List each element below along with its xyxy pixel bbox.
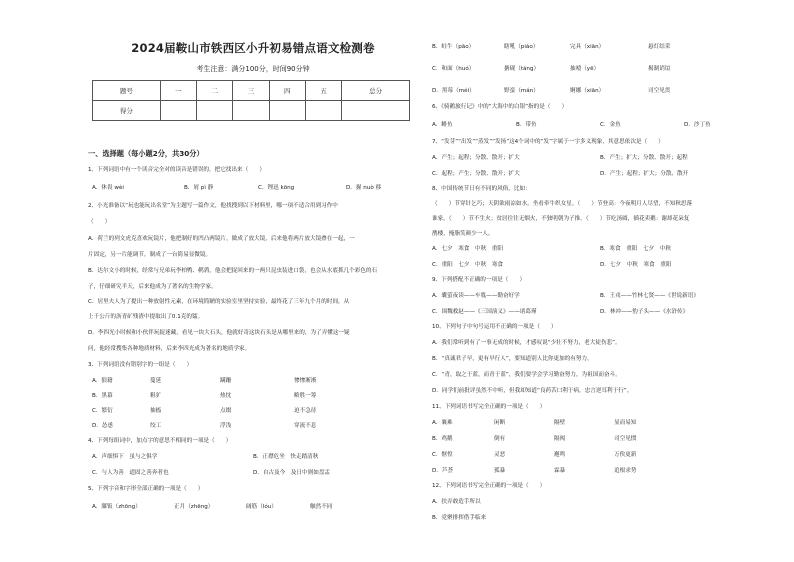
option: B．“真诚君子早，更有早行人”，要知道别人比你更加的有努力。 <box>432 356 593 362</box>
question-2-line: 问，他经常搜集各种地质材料，后来李四光成为著名的地质学家。 <box>88 346 251 352</box>
score-cell: 二 <box>197 81 233 101</box>
score-blank <box>197 101 233 121</box>
option: C．“青，取之于蓝，而青于蓝”，我们要学会学习勤奋努力，为祖国而奋斗。 <box>432 372 621 378</box>
option-word: 正月（zhēng） <box>174 504 214 510</box>
score-cell: 一 <box>160 81 196 101</box>
option: B．寒食 重阳 七夕 中秋 <box>600 246 671 252</box>
question-5: 5、下列字音和字形全部正确的一项是（ ） <box>88 486 204 492</box>
option: A．休畏 wèi <box>92 185 124 191</box>
option: D．林冲——豹子头——《水浒传》 <box>600 309 689 315</box>
option-word: 司空见贯 <box>648 88 671 94</box>
question-11: 11、下列词语书写完全正确的一项是（ ） <box>432 404 546 410</box>
option-word: 触然不同 <box>310 504 333 510</box>
option: A．七夕 寒食 中秋 重阳 <box>432 246 503 252</box>
option-word: 追根求势 <box>614 468 637 474</box>
question-2-line: C．居里夫人为了提出一种放射性元素，在环境简陋的实验室里坚持实验，最终花了三年九个月的时间，从 <box>88 299 350 305</box>
option-word: 万俟更新 <box>614 452 637 458</box>
right-column <box>432 0 762 562</box>
option-word: 瞎吼（piáo） <box>504 44 539 50</box>
question-2-line: 上千公斤的沥青矿残渣中提取出了0.1克的镭。 <box>88 314 204 320</box>
option-word: 孤暴 <box>494 468 506 474</box>
option-word: 司空见惯 <box>614 436 637 442</box>
question-4: 4、下列每组词中，加点字的意思不相同的一项是（ ） <box>88 438 232 444</box>
option: A．鲱鱼 <box>432 122 453 128</box>
exam-notice: 考生注意：满分100分，时间90分钟 <box>196 65 310 73</box>
option: B．蛀牛（pāo） <box>432 44 475 50</box>
option-word: 悬灯结采 <box>648 44 671 50</box>
option: D．同学们前批评虽然不中听，但我却知道“良药苦口利于病，忠言逆耳利于行”。 <box>432 388 633 394</box>
option: D．沙丁鱼 <box>684 122 711 128</box>
option: A．声细惧下 虽与之俱学 <box>92 454 158 460</box>
question-3: 3、下列词语没有错别字的一组是（ ） <box>88 362 193 368</box>
question-12: 12、下列词语书写完全正确的一项是（ ） <box>432 483 546 489</box>
option-word: 浮浅 <box>220 423 232 429</box>
option: D．黑莓（méi） <box>432 88 475 94</box>
question-2: 2、小光准备以“玩也能玩出名堂”为主题写一篇作文，他找搜到以下材料里，哪一项不适合用到习作中 <box>88 203 338 209</box>
option: C．金鱼 <box>600 122 621 128</box>
option-word: 野蛮（mán） <box>504 88 539 94</box>
section-heading: 一、选择题（每小题2分，共30分） <box>88 149 204 158</box>
option: A．扶弄敢造手所以 <box>432 499 481 505</box>
option-word: 搪砚（táng） <box>504 66 540 72</box>
option-word: 婀娜（xiān） <box>570 88 605 94</box>
option-word: 绞工 <box>150 423 162 429</box>
option: B．王戎——竹林七贤——《世说新语》 <box>600 293 699 299</box>
option-word: 霖暴 <box>554 468 566 474</box>
option: B．正襟危坐 快走踏清秋 <box>253 454 319 460</box>
option-word: 点缀 <box>220 408 232 414</box>
score-table-score-row <box>93 101 410 121</box>
option: A．狼籍 <box>92 378 113 384</box>
option: A．产生；起程；分散、散开；扩大 <box>432 155 520 161</box>
left-column <box>88 0 418 562</box>
option: C．锂迅 kōng <box>258 185 295 191</box>
option-word: 显而易知 <box>614 420 637 426</box>
option-word: 阔筋（lóu） <box>246 504 277 510</box>
option-word: 蹒跚 <box>220 378 232 384</box>
score-blank <box>342 101 410 121</box>
option: C．和面（huó） <box>432 66 475 72</box>
option: A．膝钣（zhōng） <box>92 504 141 510</box>
option: D．自古及今 及日中则如盘盂 <box>253 470 331 476</box>
question-10: 10、下列句子中句号运用不正确的一项是（ ） <box>432 324 557 330</box>
option-word: 邂鸣 <box>554 452 566 458</box>
option-word: 迫不急待 <box>294 408 317 414</box>
question-8-line: 谁家。（ ）节不生火；贫居往往无烟火，不独明朝为子推。（ ）节吃汤圆，插花卖鹅：谢却花朵复 <box>432 216 690 222</box>
question-8: 8、中国传统节日有不同的风俗，比如： <box>432 186 531 192</box>
option-word: 揭制诮谊 <box>648 66 671 72</box>
question-6: 6、《骑鹅旅行记》中的“大海中的白银”指的是（ ） <box>432 104 568 110</box>
question-2-line: D．李四光小时候和小伙伴玩捉迷藏，看见一块大石头，他就好奇这块石头是从哪里来的，为了弄懂这一疑 <box>88 330 350 336</box>
option-word: 闲断 <box>494 420 506 426</box>
option-word: 倒有 <box>494 436 506 442</box>
score-blank <box>160 101 196 121</box>
question-2-line: 子，仔细研究半天，后来他成为了著名的生物学家。 <box>88 284 217 290</box>
score-cell: 三 <box>233 81 269 101</box>
score-cell: 五 <box>305 81 341 101</box>
option: C．起程；产生；分散、散开；扩大 <box>432 171 520 177</box>
option-word: 粗犷 <box>150 393 162 399</box>
score-blank <box>305 101 341 121</box>
question-8-line: （ ）节穿针乞巧；天阴欲雨凉如水，坐看牵牛织女星。（ ）节登高：今夜明月人尽望，不知秋思落 <box>432 201 693 207</box>
question-1: 1、下列词语中有一个读音完全对的读音是错误的，把它找出来（ ） <box>88 167 265 173</box>
score-table <box>92 80 410 121</box>
option: C．与人为善 道固之善奔者也 <box>92 470 169 476</box>
question-2-line: 片固定，另一片能调节，制成了一台简易显微镜。 <box>88 252 212 258</box>
option: A．我们常听到有了一事无成的时候，才感叹说“少壮不努力，老大徒伤悲”。 <box>432 340 621 346</box>
option: C．惬惶 <box>432 452 453 458</box>
score-cell: 总分 <box>342 81 410 101</box>
question-7: 7、“发芽”“出发”“蒸发”“发扬”这4个词中的“发”字属于一字多义现象，其意思依次是（ ） <box>432 139 664 145</box>
option-word: 完具（xiān） <box>570 44 605 50</box>
question-2-line: A．荷兰的列文虎克喜欢玩镜片，他把制好的凹凸两镜片，做成了放大镜，后来他将两片放大镜叠在一起，一 <box>88 236 355 242</box>
option-word: 略胜一筹 <box>294 393 317 399</box>
question-2-line: B．达尔文小的时候，经常与兄弟玩李柏鸭、鹌鹑，他会把捉回来的一两只昆虫装进口袋，也会从水底抓几个彩色的石 <box>88 268 378 274</box>
option: C．繁衍 <box>92 408 113 414</box>
option: B．鸡鹅 <box>432 436 453 442</box>
page-title: 2024届鞍山市铁西区小升初易错点语文检测卷 <box>131 41 375 55</box>
score-cell: 题号 <box>93 81 161 101</box>
option: B．党聚排挥借手临来 <box>432 515 487 521</box>
option: B．黑幕 <box>92 393 113 399</box>
score-table-header-row <box>93 81 410 101</box>
option: A．襄难 <box>432 420 453 426</box>
option-word: 抽噎（yē） <box>570 66 600 72</box>
score-cell: 得分 <box>93 101 161 121</box>
option: C．围魏救赵——《三国演义》——诸葛瑾 <box>432 309 537 315</box>
option-word: 穿流不息 <box>294 423 317 429</box>
question-9: 9、下列搭配不正确的一项是（ ） <box>432 277 526 283</box>
option: D．怂恿 <box>92 423 114 429</box>
option: D．产生；起程；扩大；分散、散开 <box>600 171 689 177</box>
option-word: 隔阂 <box>554 436 566 442</box>
option-word: 隔壁 <box>554 420 566 426</box>
option-word: 蔓延 <box>150 378 162 384</box>
option: B．产生；扩大；分散、散开；起程 <box>600 155 688 161</box>
option-word: 灵恶 <box>494 452 506 458</box>
option: C．重阳 七夕 中秋 寒食 <box>432 262 504 268</box>
option: D．芦荟 <box>432 468 454 474</box>
option-word: 惨惨淅淅 <box>294 378 317 384</box>
question-8-line: 鹊楼，掩脂笑颜少一人。 <box>432 231 494 237</box>
score-blank <box>233 101 269 121</box>
question-2-line: （ ） <box>88 219 111 225</box>
option: D．七夕 中秋 寒食 重阳 <box>600 262 672 268</box>
option: A．囊萤夜读——车胤——勤奋好学 <box>432 293 520 299</box>
option-word: 抽搐 <box>150 408 162 414</box>
score-blank <box>269 101 305 121</box>
option: D．握 nuò 移 <box>346 185 382 191</box>
option-word: 热忱 <box>220 393 232 399</box>
option: B．屑 pì 静 <box>184 185 214 191</box>
score-cell: 四 <box>269 81 305 101</box>
option: B．带鱼 <box>516 122 537 128</box>
